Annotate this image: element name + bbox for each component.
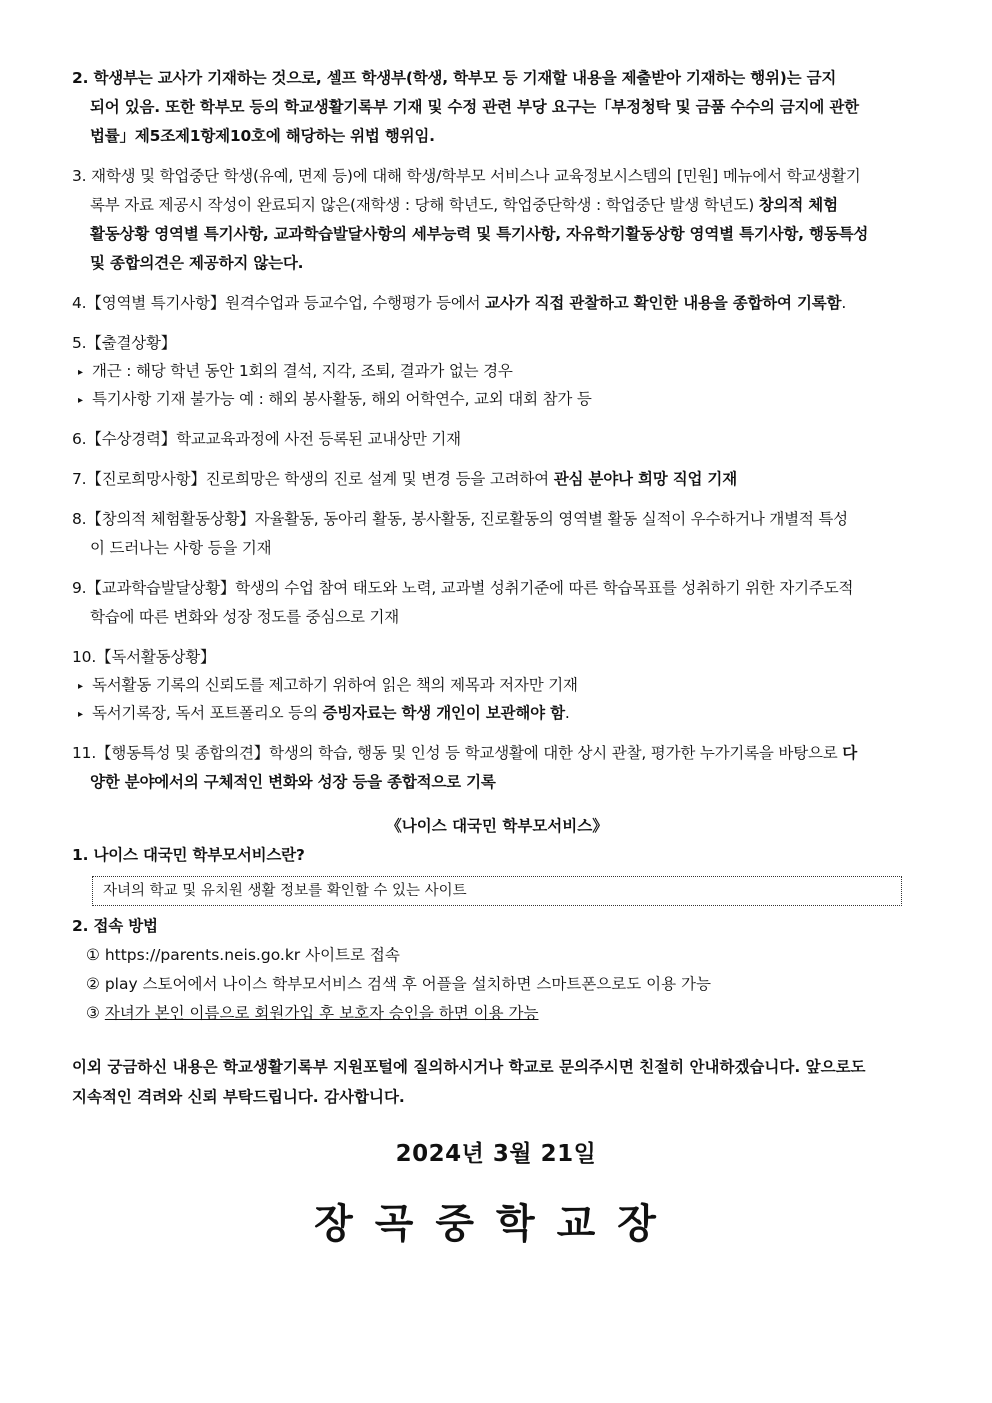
notice-item — [72, 505, 922, 563]
bullet-arrow-icon: ▸ — [78, 395, 83, 406]
notice-item — [72, 643, 922, 728]
item-spacer — [72, 728, 922, 739]
item-line — [72, 162, 922, 191]
notice-item — [72, 425, 922, 454]
bullet-item — [72, 672, 922, 700]
notice-item — [72, 162, 922, 278]
item-line — [72, 465, 922, 494]
notice-item — [72, 739, 922, 797]
item-spacer — [72, 278, 922, 289]
text-segment: 창의적 체험 — [758, 196, 838, 214]
item-spacer — [72, 563, 922, 574]
bullet-arrow-icon: ▸ — [78, 367, 83, 378]
school-principal-signature: 장곡중학교장 — [314, 1201, 678, 1247]
item-spacer — [72, 494, 922, 505]
text-segment: 3. 재학생 및 학업중단 학생(유예, 면제 등)에 대해 학생/학부모 서비스나 교육정보시스템의 [민원] 메뉴에서 학교생활기 — [72, 167, 861, 185]
closing-paragraph — [72, 1052, 922, 1112]
item-line — [72, 534, 922, 563]
text-segment: 9.【교과학습발달상황】학생의 수업 참여 태도와 노력, 교과별 성취기준에 따른 학습목표를 성취하기 위한 자기주도적 — [72, 579, 854, 597]
text-segment: 11.【행동특성 및 종합의견】학생의 학습, 행동 및 인성 등 학교생활에 대한 상시 관찰, 평가한 누가기록을 바탕으로 — [72, 744, 843, 762]
access-step-3-text: 자녀가 본인 이름으로 회원가입 후 보호자 승인을 하면 이용 가능 — [104, 1004, 539, 1022]
item-line — [72, 739, 922, 768]
closing-line-2: 지속적인 격려와 신뢰 부탁드립니다. 감사합니다. — [72, 1088, 405, 1106]
text-segment: 6.【수상경력】학교교육과정에 사전 등록된 교내상만 기재 — [72, 430, 461, 448]
access-step-3 — [86, 999, 922, 1028]
bullet-item — [72, 700, 922, 728]
item-line — [72, 249, 922, 278]
bullet-arrow-icon: ▸ — [78, 681, 83, 692]
item-line — [72, 122, 922, 151]
access-step-2: ② play 스토어에서 나이스 학부모서비스 검색 후 어플을 설치하면 스마트폰으로도 이용 가능 — [86, 975, 711, 993]
text-segment: 양한 분야에서의 구체적인 변화와 성장 등을 종합적으로 기록 — [90, 773, 496, 791]
closing-line-1: 이외 궁금하신 내용은 학교생활기록부 지원포털에 질의하시거나 학교로 문의주시면 친절히 안내하겠습니다. 앞으로도 — [72, 1058, 866, 1076]
text-segment: 교사가 직접 관찰하고 확인한 내용을 종합하여 기록함 — [485, 294, 842, 312]
document-body — [72, 64, 922, 1112]
text-segment: . — [564, 704, 570, 722]
item-line — [72, 220, 922, 249]
bullet-item — [72, 386, 922, 414]
neis-question-1: 1. 나이스 대국민 학부모서비스란? — [72, 846, 305, 864]
notice-item — [72, 64, 922, 151]
document-date: 2024년 3월 21일 — [395, 1141, 597, 1167]
text-segment: 이 드러나는 사항 등을 기재 — [90, 539, 272, 557]
bullet-text: 독서활동 기록의 신뢰도를 제고하기 위하여 읽은 책의 제목과 저자만 기재 — [92, 676, 578, 694]
access-steps — [72, 941, 922, 1028]
item-spacer — [72, 414, 922, 425]
text-segment: 독서기록장, 독서 포트폴리오 등의 — [92, 704, 323, 722]
notice-items — [72, 64, 922, 797]
access-step-1: ① https://parents.neis.go.kr 사이트로 접속 — [86, 946, 400, 964]
text-segment: 활동상황 영역별 특기사항, 교과학습발달사항의 세부능력 및 특기사항, 자유학기활동상항 영역별 특기사항, 행동특성 — [90, 225, 869, 243]
item-line — [72, 643, 922, 672]
item-spacer — [72, 318, 922, 329]
item-spacer — [72, 454, 922, 465]
item-line — [72, 505, 922, 534]
neis-section-title: 《나이스 대국민 학부모서비스》 — [386, 817, 608, 835]
item-line — [72, 64, 922, 93]
text-segment: 8.【창의적 체험활동상황】자율활동, 동아리 활동, 봉사활동, 진로활동의 영역별 활동 실적이 우수하거나 개별적 특성 — [72, 510, 848, 528]
text-segment: 되어 있음. 또한 학부모 등의 학교생활기록부 기재 및 수정 관련 부당 요구는「부정청탁 및 금품 수수의 금지에 관한 — [90, 98, 859, 116]
item-line — [72, 93, 922, 122]
item-line — [72, 329, 922, 358]
item-spacer — [72, 151, 922, 162]
text-segment: 4.【영역별 특기사항】원격수업과 등교수업, 수행평가 등에서 — [72, 294, 486, 312]
text-segment: 다 — [842, 744, 858, 762]
item-line — [72, 574, 922, 603]
item-line — [72, 425, 922, 454]
text-segment: 록부 자료 제공시 작성이 완료되지 않은(재학생 : 당해 학년도, 학업중단학생 : 학업중단 발생 학년도) — [90, 196, 759, 214]
item-line — [72, 191, 922, 220]
text-segment: 5.【출결상황】 — [72, 334, 177, 352]
text-segment: 법률」제5조제1항제10호에 해당하는 위법 행위임. — [90, 127, 435, 145]
notice-item — [72, 329, 922, 414]
text-segment: 관심 분야나 희망 직업 기재 — [553, 470, 737, 488]
text-segment: 7.【진로희망사항】진로희망은 학생의 진로 설계 및 변경 등을 고려하여 — [72, 470, 554, 488]
item-line — [72, 603, 922, 632]
text-segment: 10.【독서활동상황】 — [72, 648, 216, 666]
item-spacer — [72, 632, 922, 643]
neis-question-2: 2. 접속 방법 — [72, 917, 158, 935]
text-segment: 학습에 따른 변화와 성장 정도를 중심으로 기재 — [90, 608, 400, 626]
notice-item — [72, 465, 922, 494]
text-segment: 증빙자료는 학생 개인이 보관해야 함 — [322, 704, 565, 722]
bullet-text: 개근 : 해당 학년 동안 1회의 결석, 지각, 조퇴, 결과가 없는 경우 — [92, 362, 513, 380]
bullet-arrow-icon: ▸ — [78, 709, 83, 720]
text-segment: 및 종합의견은 제공하지 않는다. — [90, 254, 304, 272]
item-line — [72, 768, 922, 797]
text-segment: 2. 학생부는 교사가 기재하는 것으로, 셀프 학생부(학생, 학부모 등 기재할 내용을 제출받아 기재하는 행위)는 금지 — [72, 69, 837, 87]
item-line — [72, 289, 922, 318]
text-segment: . — [841, 294, 847, 312]
bullet-text: 특기사항 기재 불가능 예 : 해외 봉사활동, 해외 어학연수, 교외 대회 참가 등 — [92, 390, 592, 408]
bullet-item — [72, 358, 922, 386]
access-step-3-prefix: ③ — [86, 1004, 105, 1022]
neis-answer-box: 자녀의 학교 및 유치원 생활 정보를 확인할 수 있는 사이트 — [92, 876, 902, 906]
notice-item — [72, 289, 922, 318]
notice-item — [72, 574, 922, 632]
